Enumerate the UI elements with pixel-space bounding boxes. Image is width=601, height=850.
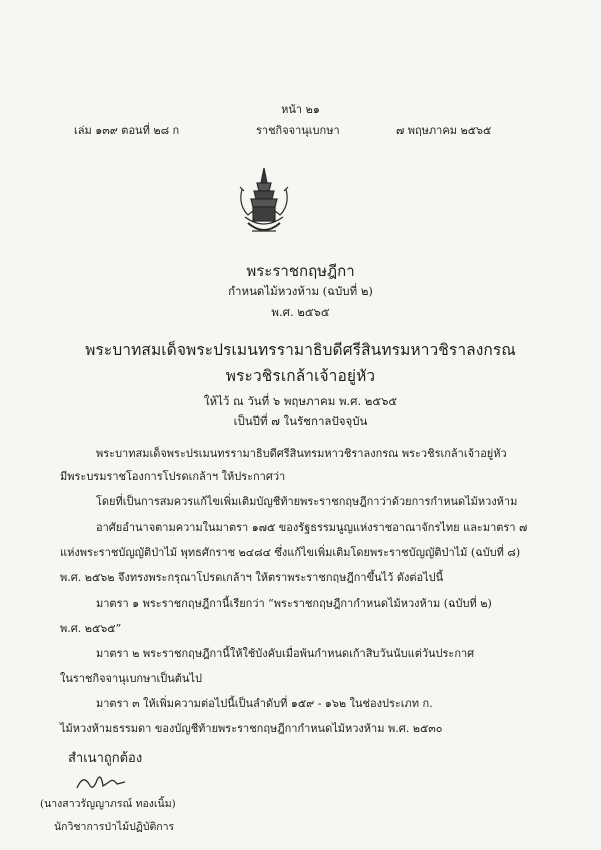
journal-name: ราชกิจจานุเบกษา: [256, 124, 340, 137]
royal-emblem-icon: [234, 165, 294, 249]
decree-title: พระราชกฤษฎีกา: [246, 262, 355, 280]
body-line: มีพระบรมราชโองการโปรดเกล้าฯ ให้ประกาศว่า: [60, 470, 286, 483]
section-2: มาตรา ๒ พระราชกฤษฎีกานี้ให้ใช้บังคับเมื่อพ้นกำหนดเก้าสิบวันนับแต่วันประกาศ: [96, 647, 475, 660]
signature-icon: [73, 770, 133, 794]
king-name-line1: พระบาทสมเด็จพระปรเมนทรรามาธิบดีศรีสินทรมหาวชิราลงกรณ: [85, 341, 516, 359]
body-line: อาศัยอำนาจตามความในมาตรา ๑๗๕ ของรัฐธรรมนูญแห่งราชอาณาจักรไทย และมาตรา ๗: [96, 521, 528, 534]
certified-copy-label: สำเนาถูกต้อง: [68, 751, 143, 766]
body-line: ไม้หวงห้ามธรรมดา ของบัญชีท้ายพระราชกฤษฎีกากำหนดไม้หวงห้าม พ.ศ. ๒๕๓๐: [60, 722, 443, 735]
body-line: แห่งพระราชบัญญัติป่าไม้ พุทธศักราช ๒๔๘๔ ซึ่งแก้ไขเพิ่มเติมโดยพระราชบัญญัติป่าไม้ (ฉบับที่ ๘): [60, 546, 521, 559]
issue-number: เล่ม ๑๓๙ ตอนที่ ๒๘ ก: [74, 124, 180, 137]
body-line: โดยที่เป็นการสมควรแก้ไขเพิ่มเติมบัญชีท้ายพระราชกฤษฎีกาว่าด้วยการกำหนดไม้หวงห้าม: [96, 495, 518, 508]
gazette-date: ๗ พฤษภาคม ๒๕๖๕: [396, 124, 492, 137]
king-name-line2: พระวชิรเกล้าเจ้าอยู่หัว: [225, 367, 376, 385]
decree-subtitle: กำหนดไม้หวงห้าม (ฉบับที่ ๒): [228, 284, 373, 298]
body-line: พ.ศ. ๒๕๖๕”: [60, 622, 122, 635]
given-date: ให้ไว้ ณ วันที่ ๖ พฤษภาคม พ.ศ. ๒๕๖๕: [203, 394, 398, 408]
section-1: มาตรา ๑ พระราชกฤษฎีกานี้เรียกว่า “พระราชกฤษฎีกากำหนดไม้หวงห้าม (ฉบับที่ ๒): [96, 597, 492, 610]
section-3: มาตรา ๓ ให้เพิ่มความต่อไปนี้เป็นลำดับที่ ๑๕๙ - ๑๖๒ ในช่องประเภท ก.: [96, 697, 433, 710]
body-line: พระบาทสมเด็จพระปรเมนทรรามาธิบดีศรีสินทรมหาวชิราลงกรณ พระวชิรเกล้าเจ้าอยู่หัว: [96, 447, 507, 460]
body-line: ในราชกิจจานุเบกษาเป็นต้นไป: [60, 672, 202, 685]
reign-year: เป็นปีที่ ๗ ในรัชกาลปัจจุบัน: [233, 414, 368, 428]
body-line: พ.ศ. ๒๕๖๒ จึงทรงพระกรุณาโปรดเกล้าฯ ให้ตราพระราชกฤษฎีกาขึ้นไว้ ดังต่อไปนี้: [60, 571, 444, 584]
certifier-name: (นางสาวรัญญาภรณ์ ทองเนิ้ม): [40, 798, 176, 810]
certifier-position: นักวิชาการป่าไม้ปฏิบัติการ: [54, 821, 175, 833]
decree-year: พ.ศ. ๒๕๖๕: [271, 305, 330, 319]
page-number: หน้า ๒๑: [281, 103, 320, 116]
